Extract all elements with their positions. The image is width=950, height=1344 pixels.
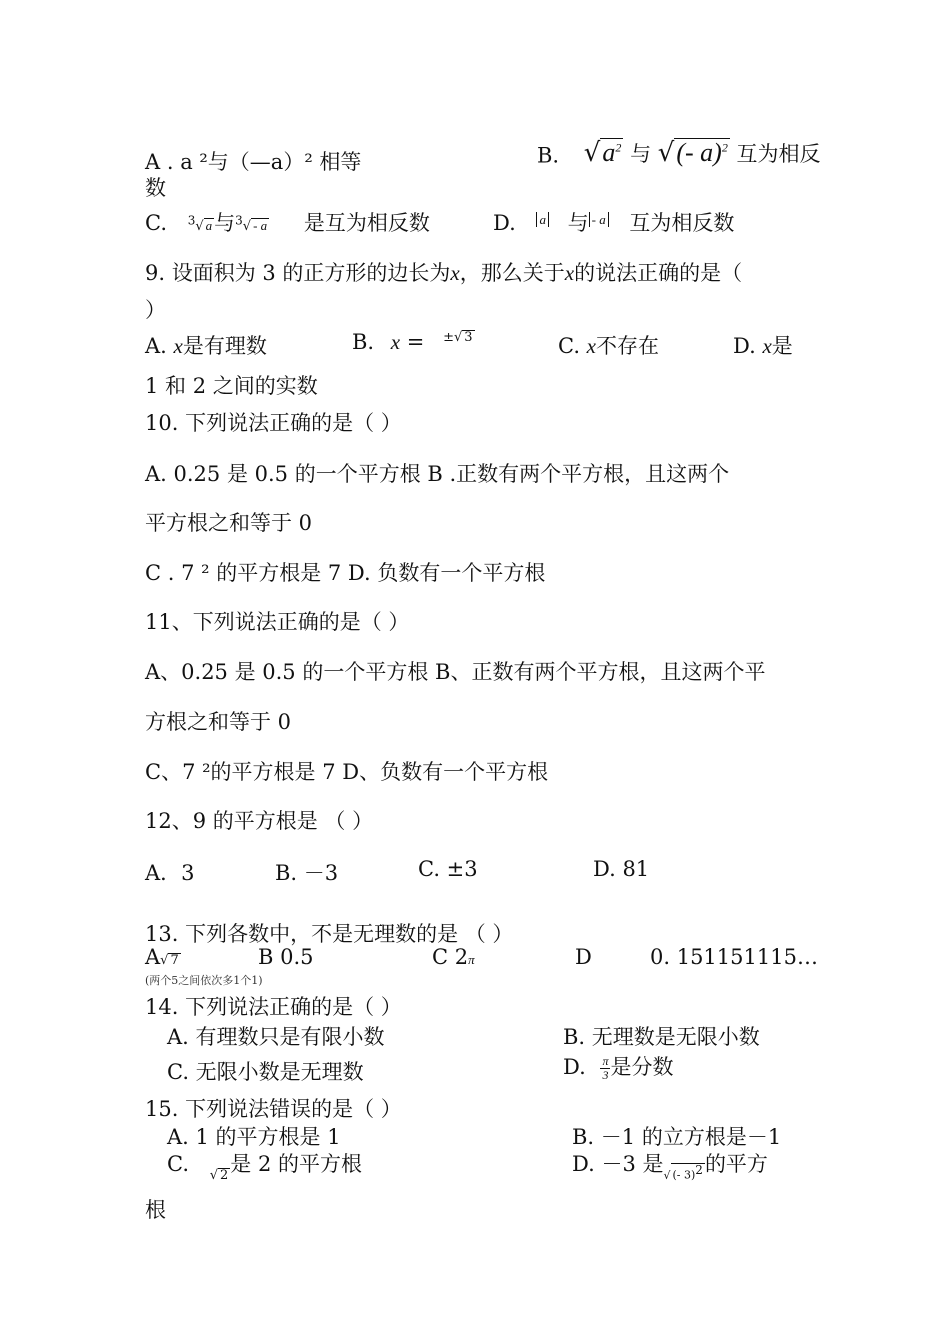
q13-b-text: B 0.5	[258, 945, 314, 969]
q15-d-wrap	[145, 1196, 810, 1224]
sqrt-2: √ 2	[209, 1168, 229, 1183]
q8-d-mid: 与	[567, 211, 589, 235]
pi-symbol: π	[468, 952, 475, 967]
q15-c-tail: 是 2 的平方根	[230, 1152, 362, 1176]
q9-b-var: x	[390, 330, 401, 354]
q13-option-a	[145, 945, 181, 973]
q9-d-wrap-text: 1 和 2 之间的实数	[145, 374, 318, 398]
sqrt-a-squared: $√a^2$	[583, 138, 622, 168]
q15-b-text: B. －1 的立方根是－1	[572, 1125, 782, 1149]
q9-stem-wrap-text: ）	[145, 298, 166, 322]
q12-d-text: D. 81	[593, 857, 650, 881]
q10-stem	[145, 409, 810, 437]
q12-stem	[145, 807, 810, 835]
q10-cd-text: C . 7 ² 的平方根是 7 D. 负数有一个平方根	[145, 561, 546, 585]
q8-c-tail: 是互为相反数	[303, 211, 430, 235]
q9-d-var: x	[762, 334, 772, 358]
q14-option-b	[563, 1021, 760, 1051]
q11-stem	[145, 608, 810, 636]
q8-option-b	[537, 138, 821, 168]
q12-option-c	[418, 857, 478, 881]
q9-var-x: x	[450, 261, 460, 285]
q9-stem	[145, 259, 810, 287]
q15-option-b	[572, 1121, 781, 1151]
pi-over-3-fraction: $\frac{\pi}{3}$	[602, 1054, 609, 1082]
sqrt-neg-a-squared: √(- a)$^2$	[657, 138, 728, 168]
q15-d-label: D. －3 是	[572, 1152, 664, 1176]
q10-b-wrap-text: 平方根之和等于 0	[145, 511, 313, 535]
q10-option-ab	[145, 460, 810, 488]
q11-stem-text: 11、下列说法正确的是（ ）	[145, 610, 410, 634]
q11-cd-text: C、7 ²的平方根是 7 D、负数有一个平方根	[145, 760, 549, 784]
q12-stem-text: 12、9 的平方根是 （ ）	[145, 809, 374, 833]
pm-sqrt-3: ±√ 3	[443, 330, 473, 345]
q13-option-c	[432, 945, 475, 972]
q15-stem	[145, 1095, 810, 1123]
q14-b-text: B. 无理数是无限小数	[563, 1025, 760, 1049]
q9-stem-mid: ，那么关于	[459, 261, 565, 285]
q14-option-a	[167, 1021, 385, 1051]
q9-stem-text: 9. 设面积为 3 的正方形的边长为	[145, 261, 451, 285]
q9-option-a: A. x是有理数	[145, 334, 267, 358]
q13-note-text: (两个5之间依次多1个1)	[145, 974, 263, 987]
q9-stem-wrap	[145, 296, 810, 324]
q13-c-text: C 2	[432, 945, 469, 969]
q13-stem	[145, 920, 810, 948]
q8-b-tail: 互为相反	[736, 142, 821, 166]
q15-option-c	[167, 1148, 362, 1183]
q9-a-var: x	[173, 334, 183, 358]
q8-option-c	[145, 207, 430, 237]
q13-d-value-text: 0. 151151115…	[650, 945, 818, 969]
abs-neg-a: - a	[589, 212, 609, 227]
q8-b-label: B.	[537, 143, 560, 168]
q8-d-tail: 互为相反数	[629, 211, 735, 235]
q8-option-d	[493, 207, 734, 237]
q9-c-text: 不存在	[596, 334, 659, 358]
q9-stem-end: 的说法正确的是（	[574, 261, 743, 285]
q14-d-tail: 是分数	[610, 1055, 674, 1079]
q8-b-wrap	[145, 174, 810, 202]
q10-option-cd	[145, 559, 810, 587]
q14-a-text: A. 有理数只是有限小数	[167, 1025, 385, 1049]
q8-b-wrap-text: 数	[145, 176, 166, 200]
q14-d-label: D.	[563, 1055, 586, 1079]
q9-d-wrap	[145, 372, 810, 400]
q15-a-text: A. 1 的平方根是 1	[167, 1125, 341, 1149]
q14-option-c	[167, 1056, 364, 1086]
q11-b-wrap-text: 方根之和等于 0	[145, 710, 292, 734]
q10-b-wrap	[145, 509, 810, 537]
q9-c-var: x	[586, 334, 596, 358]
q13-stem-text: 13. 下列各数中，不是无理数的是 （ ）	[145, 922, 514, 946]
q12-a-text: A．3	[145, 861, 195, 885]
q13-option-d	[575, 945, 592, 969]
sqrt-neg3-squared: √ (- 3)2	[663, 1163, 703, 1182]
q14-stem-text: 14. 下列说法正确的是（ ）	[145, 995, 402, 1019]
q8-a-text: A . a ²与（—a）² 相等	[145, 150, 362, 174]
q9-var-x-2: x	[564, 261, 575, 285]
q11-option-cd	[145, 758, 810, 786]
q12-b-text: B. －3	[275, 861, 339, 885]
q8-b-mid: 与	[630, 142, 652, 166]
q13-option-b	[258, 945, 314, 969]
q14-option-d	[563, 1049, 673, 1085]
q11-b-wrap	[145, 708, 810, 736]
q9-b-label: B.	[352, 330, 375, 354]
q9-d-text: 是	[771, 334, 793, 358]
q8-d-label: D.	[493, 211, 516, 235]
q10-stem-text: 10. 下列说法正确的是（ ）	[145, 411, 402, 435]
q12-c-text: C. ±3	[418, 857, 478, 881]
q10-ab-text: A. 0.25 是 0.5 的一个平方根 B .正数有两个平方根，且这两个	[145, 462, 730, 486]
q11-ab-text: A、0.25 是 0.5 的一个平方根 B、正数有两个平方根，且这两个平	[145, 660, 766, 684]
q9-a-text: 是有理数	[182, 334, 267, 358]
q13-d-label: D	[575, 945, 592, 969]
abs-a: a	[536, 212, 549, 227]
q12-option-a	[145, 857, 195, 887]
q12-option-d	[593, 857, 649, 881]
q12-option-b	[275, 857, 338, 887]
q8-c-mid: 与	[214, 211, 236, 235]
q15-d-wrap-text: 根	[145, 1198, 166, 1222]
q14-c-text: C. 无限小数是无理数	[167, 1060, 364, 1084]
q15-d-tail: 的平方	[704, 1152, 768, 1176]
q9-option-b: B. x = $^{\pm√ 3}$	[352, 330, 473, 354]
q15-option-a	[167, 1121, 341, 1151]
q13-option-d-value	[650, 945, 818, 969]
q15-c-label: C.	[167, 1152, 189, 1176]
q9-option-d: D. x是	[733, 334, 793, 358]
cbrt-neg-a: $^3$√ - a	[235, 213, 268, 234]
sqrt-7: √ 7	[160, 953, 179, 968]
q13-a-label: A	[145, 945, 161, 969]
q13-note	[145, 974, 263, 988]
q15-stem-text: 15. 下列说法错误的是（ ）	[145, 1097, 402, 1121]
q15-option-d	[572, 1148, 768, 1182]
cbrt-a: $^3$√ a	[187, 213, 213, 234]
q14-stem	[145, 993, 810, 1021]
q9-option-c: C. x不存在	[558, 334, 659, 358]
q8-c-label: C.	[145, 211, 167, 235]
q11-option-ab	[145, 658, 810, 686]
